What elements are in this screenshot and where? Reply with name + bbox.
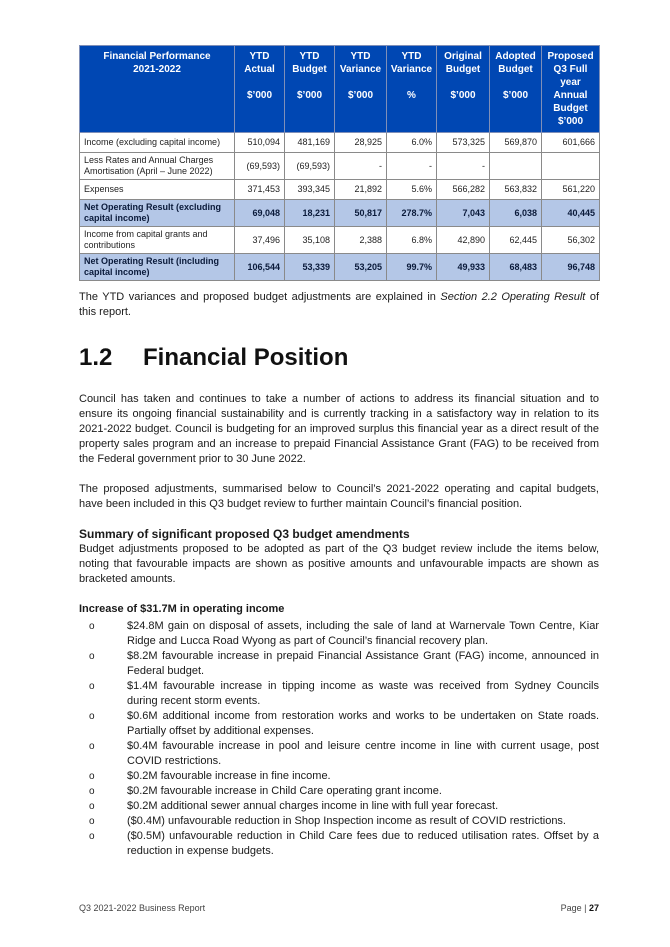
table-cell: (69,593) [285, 153, 335, 180]
table-cell: 7,043 [437, 200, 490, 227]
header-ytd-actual [235, 46, 285, 133]
table-cell: 601,666 [542, 133, 600, 153]
table-cell: 6.0% [387, 133, 437, 153]
header-unit: $’000 [347, 90, 374, 101]
text-after: of this report. [79, 291, 600, 318]
summary-heading: Summary of significant proposed Q3 budget amendments [79, 527, 410, 541]
table-cell [542, 153, 600, 180]
table-cell: 99.7% [387, 254, 437, 281]
bullet-marker: o [89, 651, 95, 662]
list-item [79, 799, 599, 814]
header-ytd-budget [285, 46, 335, 133]
header-unit: $’000 [502, 90, 529, 101]
bullet-marker: o [89, 711, 95, 722]
financial-performance-table [79, 45, 600, 281]
bullet-marker: o [89, 771, 95, 782]
table-cell: 566,282 [437, 180, 490, 200]
list-item-text: $0.2M additional sewer annual charges income in line with full year forecast. [127, 800, 499, 812]
list-item-text: $24.8M gain on disposal of assets, including the sale of land at Warnervale Town Centre, Kiar Ridge and Lucca Road Wyong as part of Council’s financial recovery plan. [127, 620, 599, 647]
section-title: Financial Position [143, 344, 349, 371]
table-row [80, 153, 600, 180]
table-row-highlight [80, 200, 600, 227]
table-cell: 42,890 [437, 227, 490, 254]
table-cell: 21,892 [335, 180, 387, 200]
header-title: YTD Variance [339, 51, 382, 75]
list-item [79, 784, 599, 799]
table-cell: 2,388 [335, 227, 387, 254]
list-item [79, 739, 599, 769]
header-unit: % [407, 90, 416, 101]
table-cell: 563,832 [490, 180, 542, 200]
variance-explanation [79, 290, 599, 320]
bullet-marker: o [89, 831, 95, 842]
list-item [79, 679, 599, 709]
section-heading [79, 344, 348, 372]
list-item [79, 709, 599, 739]
section-reference: Section 2.2 Operating Result [440, 291, 586, 303]
table-cell: 481,169 [285, 133, 335, 153]
header-ytd-variance [335, 46, 387, 133]
table-cell: 37,496 [235, 227, 285, 254]
list-item-text: $1.4M favourable increase in tipping income as waste was received from Sydney Councils during recent storm events. [127, 680, 599, 707]
list-item-text: ($0.5M) unfavourable reduction in Child Care fees due to reduced utilisation rates. Offset by a reduction in expense budgets. [127, 830, 599, 857]
header-title: YTD Variance [390, 51, 433, 75]
table-cell: 53,205 [335, 254, 387, 281]
row-label: Income (excluding capital income) [80, 133, 235, 153]
list-item [79, 829, 599, 859]
page-num: 27 [588, 903, 599, 913]
row-label: Net Operating Result (including capital income) [80, 254, 235, 281]
table-cell: 56,302 [542, 227, 600, 254]
table-cell: - [437, 153, 490, 180]
table-header-row [80, 46, 600, 133]
footer-page-number [561, 903, 599, 913]
header-ytd-variance-pct [387, 46, 437, 133]
table-cell: - [387, 153, 437, 180]
table-cell: 510,094 [235, 133, 285, 153]
row-label: Income from capital grants and contributions [80, 227, 235, 254]
row-label: Net Operating Result (excluding capital income) [80, 200, 235, 227]
list-item [79, 649, 599, 679]
table-cell: 49,933 [437, 254, 490, 281]
table-row [80, 133, 600, 153]
page-label: Page | [560, 903, 587, 913]
section-number: 1.2 [79, 344, 113, 371]
paragraph-proposed-adjustments: The proposed adjustments, summarised below to Council’s 2021-2022 operating and capital budgets, have been included in this Q3 budget review to further maintain Council’s financial position. [79, 483, 599, 510]
list-item-text: $0.4M favourable increase in pool and leisure centre income in line with current usage, post COVID restrictions. [127, 740, 599, 767]
list-item-text: $0.2M favourable increase in Child Care operating grant income. [127, 785, 442, 797]
list-item [79, 769, 599, 784]
table-row [80, 227, 600, 254]
text-before: The YTD variances and proposed budget adjustments are explained in [79, 291, 441, 303]
paragraph-financial-situation: Council has taken and continues to take a number of actions to address its financial situation and to ensure its ongoing financial sustainability and is currently tracking in a satisfactory way in relation to its 2021-2022 budget. Council is budgeting for an improved surplus this financial year as a direct result of the property sales program and an increase to prepaid Financial Assistance Grant (FAG) to be received from the Federal government prior to 30 June 2022. [79, 393, 599, 465]
bullet-marker: o [89, 621, 95, 632]
table-cell: 5.6% [387, 180, 437, 200]
footer-report-title: Q3 2021-2022 Business Report [79, 903, 206, 913]
table-cell: 561,220 [542, 180, 600, 200]
increase-heading: Increase of $31.7M in operating income [79, 603, 285, 615]
table-cell: 371,453 [235, 180, 285, 200]
table-row [80, 180, 600, 200]
header-unit: $’000 [246, 90, 273, 101]
table-cell: 573,325 [437, 133, 490, 153]
table-cell: 68,483 [490, 254, 542, 281]
table-cell: (69,593) [235, 153, 285, 180]
header-unit: $’000 [557, 116, 584, 127]
table-cell: 6,038 [490, 200, 542, 227]
header-financial-performance [80, 46, 235, 133]
list-item-text: $8.2M favourable increase in prepaid Financial Assistance Grant (FAG) income, announced in Federal budget. [127, 650, 599, 677]
table-cell: 40,445 [542, 200, 600, 227]
bullet-marker: o [89, 816, 95, 827]
header-original-budget [437, 46, 490, 133]
income-bullet-list [79, 619, 599, 859]
row-label: Less Rates and Annual Charges Amortisation (April – June 2022) [80, 153, 235, 180]
list-item [79, 619, 599, 649]
table-cell: 278.7% [387, 200, 437, 227]
list-item [79, 814, 599, 829]
header-adopted-budget [490, 46, 542, 133]
table-cell: 106,544 [235, 254, 285, 281]
table-cell: 50,817 [335, 200, 387, 227]
bullet-marker: o [89, 681, 95, 692]
summary-text: Budget adjustments proposed to be adopted as part of the Q3 budget review include the items below, noting that favourable impacts are shown as positive amounts and unfavourable impacts are shown as bracketed amounts. [79, 543, 599, 585]
header-unit: $’000 [296, 90, 323, 101]
bullet-marker: o [89, 786, 95, 797]
table-cell: 6.8% [387, 227, 437, 254]
header-unit: $’000 [450, 90, 476, 101]
header-title: Original Budget [444, 51, 482, 75]
table-cell: 62,445 [490, 227, 542, 254]
list-item-text: $0.6M additional income from restoration works and works to be undertaken on State roads. Partially offset by additional expenses. [127, 710, 599, 737]
table-cell: 69,048 [235, 200, 285, 227]
header-proposed-q3-budget [542, 46, 600, 133]
table-cell: 35,108 [285, 227, 335, 254]
table-cell: 53,339 [285, 254, 335, 281]
table-cell: 96,748 [542, 254, 600, 281]
table-cell: 569,870 [490, 133, 542, 153]
header-title: YTD Actual [244, 51, 275, 75]
header-title: Proposed Q3 Full year Annual Budget [547, 51, 594, 114]
table-cell: - [335, 153, 387, 180]
table-cell: 18,231 [285, 200, 335, 227]
header-title: YTD Budget [292, 51, 327, 75]
header-title: Adopted Budget [495, 51, 536, 75]
header-subtitle: 2021-2022 [133, 64, 181, 75]
row-label: Expenses [80, 180, 235, 200]
table-row-highlight [80, 254, 600, 281]
bullet-marker: o [89, 801, 95, 812]
table-cell: 28,925 [335, 133, 387, 153]
header-title: Financial Performance [103, 51, 211, 62]
table-cell [490, 153, 542, 180]
list-item-text: ($0.4M) unfavourable reduction in Shop Inspection income as result of COVID restrictions. [127, 815, 566, 827]
bullet-marker: o [89, 741, 95, 752]
table-cell: 393,345 [285, 180, 335, 200]
list-item-text: $0.2M favourable increase in fine income. [127, 770, 331, 782]
